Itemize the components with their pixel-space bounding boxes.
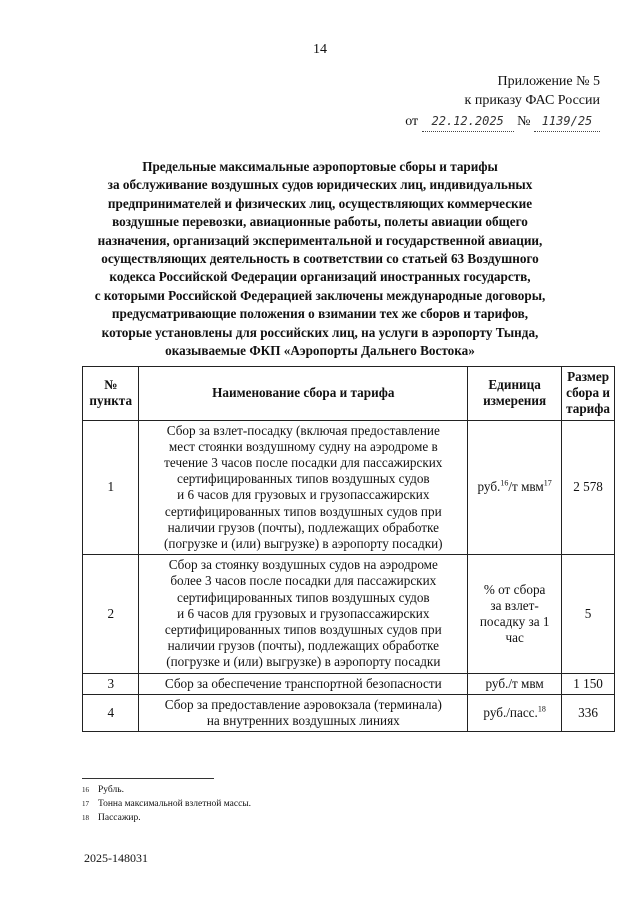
fee-name-line: Сбор за предоставление аэровокзала (терминала) bbox=[164, 696, 442, 712]
fee-name-line: Сбор за стоянку воздушных судов на аэродроме bbox=[168, 557, 438, 573]
unit-cell bbox=[468, 555, 562, 673]
title-line: кодекса Российской Федерации организаций иностранных государств, bbox=[109, 269, 531, 285]
unit-text: руб./пасс. bbox=[483, 704, 538, 720]
fee-name-line: (погрузке и (или) выгрузке) в аэропорту посадки) bbox=[164, 536, 443, 552]
size-value: 2 578 bbox=[562, 420, 615, 555]
fee-name-line: на внутренних воздушных линиях bbox=[206, 713, 400, 729]
header-item-number bbox=[83, 367, 139, 421]
order-date-number-line bbox=[330, 112, 600, 132]
footnote-mark: 16 bbox=[82, 786, 89, 794]
unit-text: час bbox=[505, 630, 524, 646]
header-text: измерения bbox=[483, 393, 547, 409]
document-id: 2025-148031 bbox=[84, 851, 148, 865]
footnote-divider bbox=[82, 778, 214, 779]
fee-name-line: сертифицированных типов воздушных судов при bbox=[164, 622, 442, 638]
header-text: Единица bbox=[488, 377, 541, 393]
fee-name-line: мест стоянки воздушному судну на аэродроме в bbox=[168, 438, 438, 454]
handwritten-order-number: 1139/25 bbox=[534, 112, 600, 132]
unit-cell: руб./т мвм bbox=[468, 673, 562, 694]
number-prefix: № bbox=[517, 114, 531, 129]
footnote-ref-17: 17 bbox=[543, 478, 552, 488]
fee-name-line: и 6 часов для грузовых и грузопассажирских bbox=[177, 605, 430, 621]
table-row bbox=[83, 555, 615, 673]
row-number: 3 bbox=[83, 673, 139, 694]
unit-text: /т мвм bbox=[508, 479, 544, 495]
fee-name-line: течение 3 часов после посадки для пассажирских bbox=[164, 455, 443, 471]
page-number: 14 bbox=[313, 42, 327, 57]
fee-name bbox=[139, 420, 468, 555]
appendix-title: Приложение № 5 bbox=[497, 74, 600, 89]
table-header-row bbox=[83, 367, 615, 421]
row-number: 2 bbox=[83, 555, 139, 673]
fee-name-line: (погрузке и (или) выгрузке) в аэропорту посадки bbox=[166, 654, 441, 670]
unit-cell bbox=[468, 694, 562, 731]
title-line: с которыми Российской Федерацией заключены международные договоры, bbox=[94, 287, 546, 303]
table-row bbox=[83, 420, 615, 555]
header-text: тарифа bbox=[566, 401, 610, 417]
footnote-text: Пассажир. bbox=[98, 813, 141, 823]
unit-text: посадку за 1 bbox=[479, 613, 550, 629]
document-title bbox=[80, 158, 560, 360]
header-text: № bbox=[104, 377, 118, 393]
footnotes bbox=[82, 783, 251, 825]
title-line: предпринимателей и физических лиц, осуществляющих коммерческие bbox=[107, 195, 533, 211]
fee-name-line: наличии грузов (почты), подлежащих обработке bbox=[167, 519, 439, 535]
footnote bbox=[82, 783, 251, 797]
header-text: пункта bbox=[89, 393, 133, 409]
title-line: осуществляющих деятельность в соответствии со статьей 63 Воздушного bbox=[101, 251, 539, 267]
appendix-order-ref: к приказу ФАС России bbox=[464, 93, 600, 108]
row-number: 1 bbox=[83, 420, 139, 555]
fee-name bbox=[139, 673, 468, 694]
unit-cell bbox=[468, 420, 562, 555]
title-line: оказываемые ФКП «Аэропорты Дальнего Востока» bbox=[165, 343, 475, 359]
handwritten-date: 22.12.2025 bbox=[422, 112, 514, 132]
table-row bbox=[83, 673, 615, 694]
title-line: предусматривающие положения о взимании тех же сборов и тарифов, bbox=[111, 306, 529, 322]
fee-name-line: сертифицированных типов воздушных судов при bbox=[164, 503, 442, 519]
tariffs-table bbox=[82, 366, 615, 732]
footnote-mark: 17 bbox=[82, 800, 89, 808]
unit-text: руб. bbox=[477, 479, 501, 495]
size-value: 1 150 bbox=[562, 673, 615, 694]
fee-name-line: сертифицированных типов воздушных судов bbox=[176, 589, 430, 605]
fee-name-line: сертифицированных типов воздушных судов bbox=[176, 471, 430, 487]
title-line: воздушные перевозки, авиационные работы, полеты авиации общего bbox=[112, 214, 528, 230]
footnote bbox=[82, 797, 251, 811]
fee-name bbox=[139, 694, 468, 731]
footnote-text: Рубль. bbox=[98, 785, 124, 795]
header-fee-name: Наименование сбора и тарифа bbox=[139, 367, 468, 421]
fee-name-line: Сбор за взлет-посадку (включая предоставление bbox=[166, 422, 440, 438]
title-line: назначения, организаций экспериментальной и государственной авиации, bbox=[97, 232, 543, 248]
footnote bbox=[82, 811, 251, 825]
title-line: Предельные максимальные аэропортовые сборы и тарифы bbox=[142, 159, 498, 174]
row-number: 4 bbox=[83, 694, 139, 731]
header-text: сбора и bbox=[566, 385, 610, 401]
size-value: 5 bbox=[562, 555, 615, 673]
date-prefix: от bbox=[405, 114, 419, 129]
table-row bbox=[83, 694, 615, 731]
title-line: за обслуживание воздушных судов юридических лиц, индивидуальных bbox=[107, 177, 533, 193]
unit-text: % от сбора bbox=[483, 581, 546, 597]
fee-name-line: Сбор за обеспечение транспортной безопасности bbox=[164, 675, 442, 691]
header-unit bbox=[468, 367, 562, 421]
footnote-ref-16: 16 bbox=[500, 478, 509, 488]
footnote-text: Тонна максимальной взлетной массы. bbox=[98, 799, 252, 809]
title-line: которые установлены для российских лиц, на услуги в аэропорту Тында, bbox=[101, 324, 539, 340]
unit-text: за взлет- bbox=[490, 597, 539, 613]
fee-name-line: и 6 часов для грузовых и грузопассажирских bbox=[177, 487, 430, 503]
fee-name-line: более 3 часов после посадки для пассажирских bbox=[170, 573, 437, 589]
header-text: Размер bbox=[567, 369, 610, 384]
size-value: 336 bbox=[562, 694, 615, 731]
appendix-block bbox=[330, 72, 600, 132]
fee-name bbox=[139, 555, 468, 673]
footnote-ref-18: 18 bbox=[537, 704, 546, 714]
header-size bbox=[562, 367, 615, 421]
footnote-mark: 18 bbox=[82, 814, 89, 822]
fee-name-line: наличии грузов (почты), подлежащих обработке bbox=[167, 638, 439, 654]
